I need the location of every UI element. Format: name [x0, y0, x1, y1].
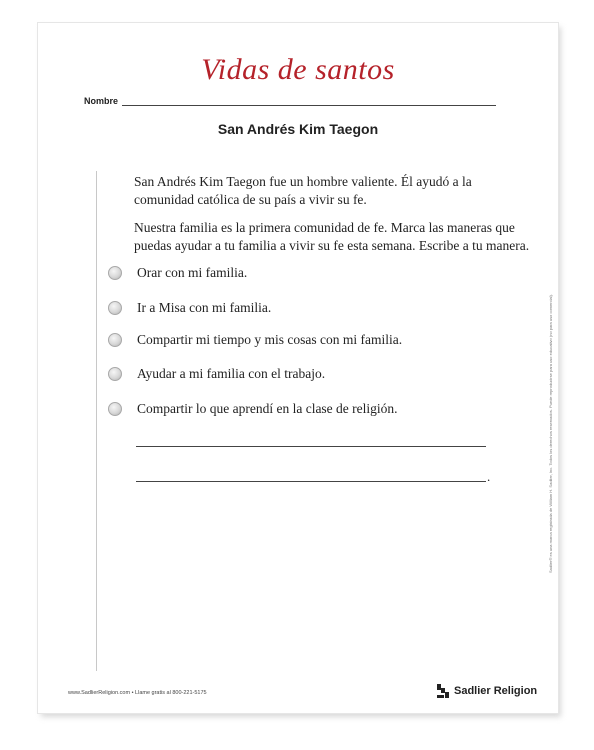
brand-logo	[436, 683, 537, 699]
option-label: Compartir mi tiempo y mis cosas con mi familia.	[137, 332, 403, 347]
sadlier-s-logo-icon	[436, 683, 450, 699]
option-label: Ir a Misa con mi familia.	[137, 300, 272, 315]
footer-url[interactable]: www.SadlierReligion.com • Llame gratis al 800-221-5175	[68, 690, 207, 696]
intro-paragraph: San Andrés Kim Taegon fue un hombre valiente. Él ayudó a la comunidad católica de su país a vivir su fe.	[134, 174, 472, 207]
name-field-line[interactable]	[122, 105, 496, 106]
option-label: Ayudar a mi familia con el trabajo.	[137, 366, 326, 381]
worksheet-page	[37, 22, 559, 714]
option-item[interactable]	[108, 365, 325, 383]
answer-line-1[interactable]	[136, 446, 486, 447]
option-item[interactable]	[108, 331, 402, 349]
copyright-side-text: Sadlier® es una marca registrada de William H. Sadlier, Inc. Todos los derechos reservados. Puede reproducirse para uso educativo (no para uso comercial).	[548, 293, 553, 573]
radio-circle-icon[interactable]	[108, 333, 122, 347]
option-item[interactable]	[108, 400, 398, 418]
radio-circle-icon[interactable]	[108, 402, 122, 416]
margin-rule	[96, 171, 97, 671]
radio-circle-icon[interactable]	[108, 266, 122, 280]
answer-line-2[interactable]	[136, 481, 486, 482]
option-label: Compartir lo que aprendí en la clase de religión.	[137, 401, 398, 416]
instructions-paragraph: Nuestra familia es la primera comunidad de fe. Marca las maneras que puedas ayudar a tu familia a vivir su fe esta semana. Escribe a tu manera.	[134, 220, 530, 253]
option-item[interactable]	[108, 264, 247, 282]
brand-name: Sadlier Religion	[454, 685, 538, 697]
radio-circle-icon[interactable]	[108, 367, 122, 381]
worksheet-header-title: Vidas de santos	[201, 53, 395, 86]
radio-circle-icon[interactable]	[108, 301, 122, 315]
name-label: Nombre	[84, 96, 119, 106]
option-label: Orar con mi familia.	[137, 265, 248, 280]
answer-period: .	[487, 469, 491, 484]
saint-title: San Andrés Kim Taegon	[217, 121, 379, 137]
option-item[interactable]	[108, 299, 271, 317]
